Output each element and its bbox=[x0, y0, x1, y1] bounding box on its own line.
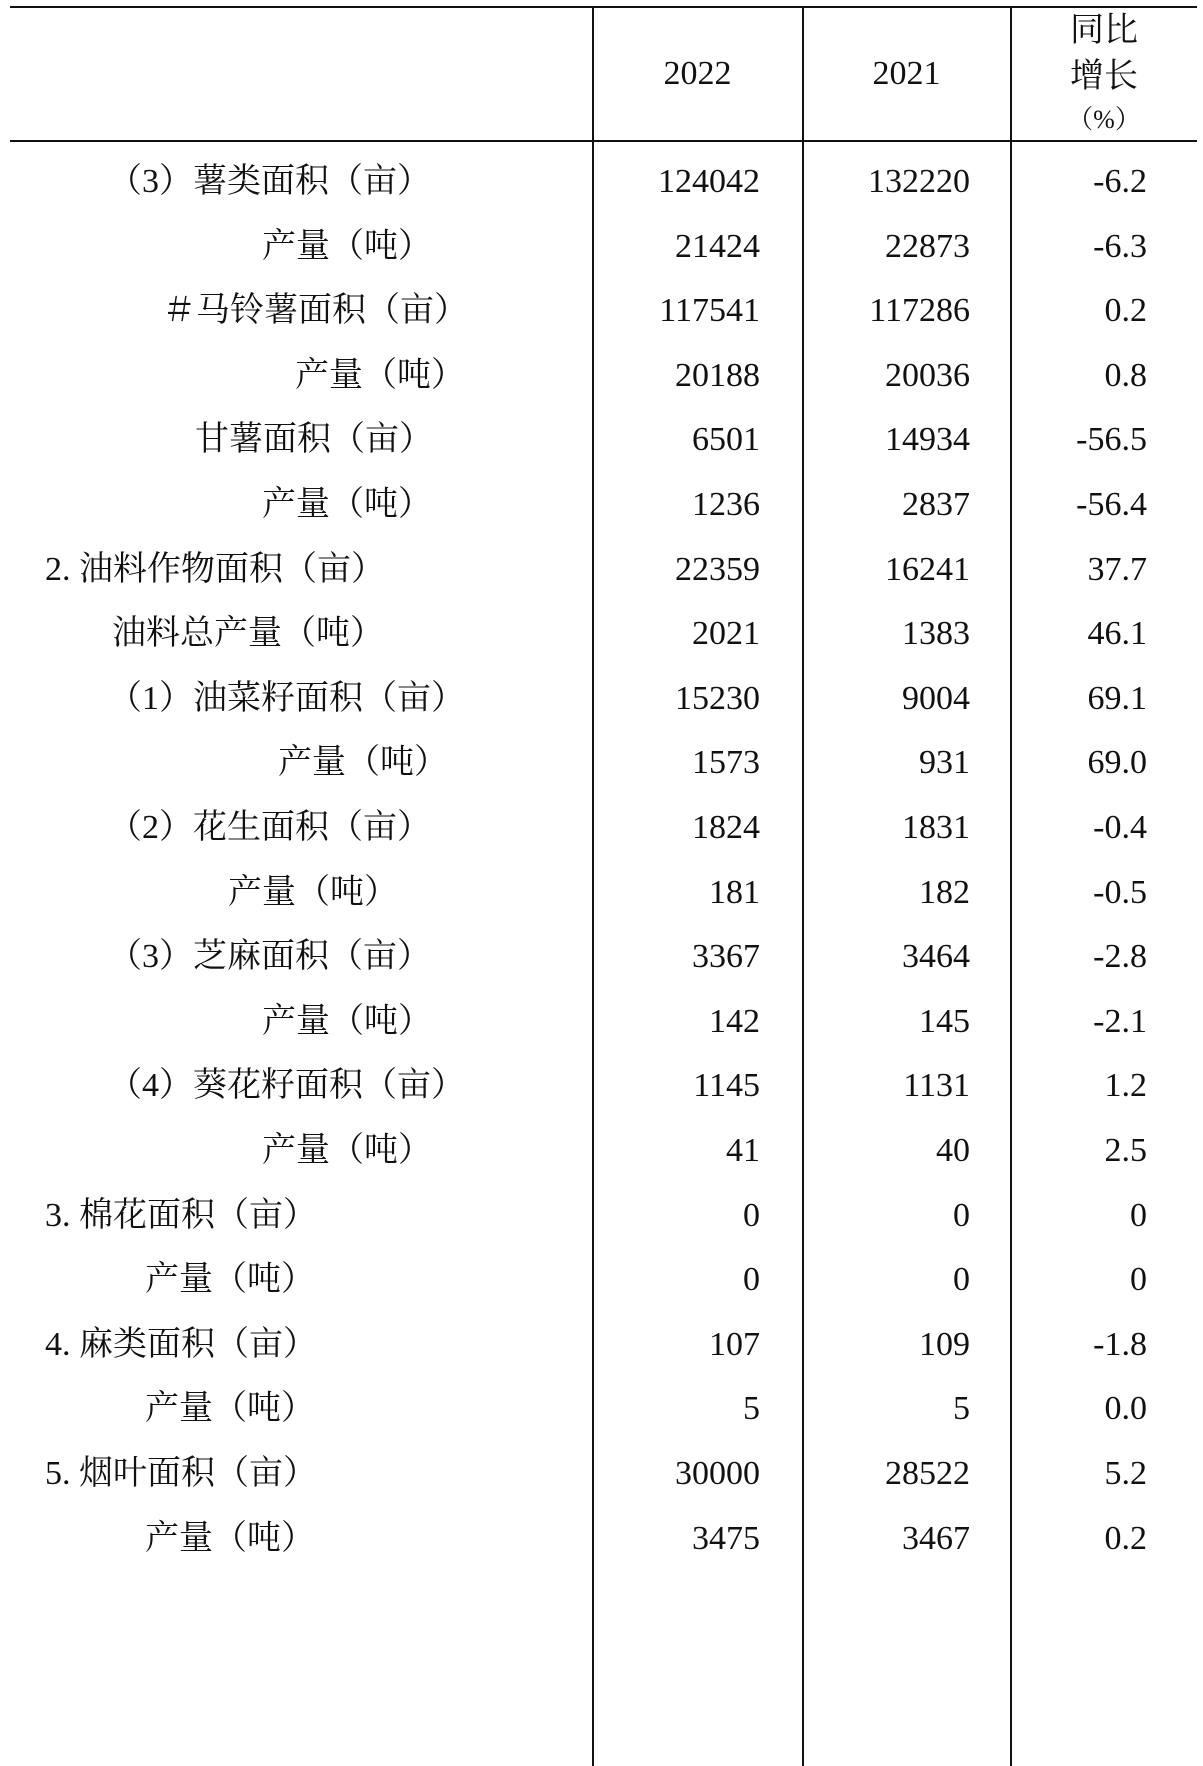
value-yoy-growth: -0.5 bbox=[1093, 873, 1147, 911]
value-2022: 124042 bbox=[658, 163, 760, 200]
value-yoy-growth: 0 bbox=[1130, 1261, 1147, 1299]
value-2021: 0 bbox=[953, 1196, 970, 1234]
value-2021: 2837 bbox=[902, 486, 970, 523]
row-label: 产量（吨） bbox=[262, 1002, 432, 1040]
table-row bbox=[10, 1309, 1197, 1381]
value-yoy-growth: 5.2 bbox=[1104, 1455, 1147, 1492]
table-row bbox=[10, 598, 1197, 670]
row-label: 4. 麻类面积（亩） bbox=[45, 1325, 317, 1363]
table-row bbox=[10, 404, 1197, 476]
value-yoy-growth: 0 bbox=[1130, 1196, 1147, 1234]
value-2022: 1236 bbox=[692, 486, 760, 523]
value-2021: 145 bbox=[919, 1002, 970, 1040]
row-label: 油料总产量（吨） bbox=[112, 615, 384, 653]
value-2022: 20188 bbox=[675, 356, 760, 394]
header-2022-label: 2022 bbox=[663, 55, 732, 92]
row-label: 产量（吨） bbox=[145, 1519, 315, 1557]
table-row bbox=[10, 1115, 1197, 1187]
row-label: 产量（吨） bbox=[145, 1261, 315, 1299]
value-2022: 30000 bbox=[675, 1455, 760, 1492]
value-2022: 107 bbox=[709, 1325, 760, 1363]
table-row bbox=[10, 1050, 1197, 1122]
row-label: ＃马铃薯面积（亩） bbox=[162, 292, 468, 330]
value-2022: 22359 bbox=[675, 550, 760, 588]
value-yoy-growth: 0.8 bbox=[1104, 356, 1147, 394]
table-row bbox=[10, 986, 1197, 1058]
value-2022: 15230 bbox=[675, 679, 760, 717]
row-label: 3. 棉花面积（亩） bbox=[45, 1196, 317, 1234]
value-2022: 142 bbox=[709, 1002, 760, 1040]
value-2022: 6501 bbox=[692, 421, 760, 459]
table-row bbox=[10, 469, 1197, 541]
row-label: 甘薯面积（亩） bbox=[195, 421, 433, 459]
header-2021-label: 2021 bbox=[872, 55, 941, 92]
row-label: 产量（吨） bbox=[295, 356, 465, 394]
header-2022 bbox=[593, 8, 802, 140]
row-label: 产量（吨） bbox=[262, 486, 432, 523]
value-2021: 117286 bbox=[869, 292, 970, 330]
value-2022: 181 bbox=[709, 873, 760, 911]
value-2022: 3475 bbox=[692, 1519, 760, 1557]
value-2021: 9004 bbox=[902, 679, 970, 717]
header-2021 bbox=[803, 8, 1010, 140]
table-row bbox=[10, 1244, 1197, 1316]
table-row bbox=[10, 275, 1197, 347]
table-row bbox=[10, 857, 1197, 929]
value-2022: 3367 bbox=[692, 938, 760, 976]
value-yoy-growth: -0.4 bbox=[1093, 809, 1147, 846]
row-label: （4）葵花籽面积（亩） bbox=[108, 1067, 465, 1105]
value-2021: 1383 bbox=[902, 615, 970, 653]
value-yoy-growth: 69.1 bbox=[1087, 679, 1147, 717]
value-2021: 0 bbox=[953, 1261, 970, 1299]
row-label: 2. 油料作物面积（亩） bbox=[45, 550, 385, 588]
value-2021: 3467 bbox=[902, 1519, 970, 1557]
value-2022: 117541 bbox=[659, 292, 760, 330]
table-row bbox=[10, 340, 1197, 412]
value-2021: 22873 bbox=[885, 227, 970, 265]
header-bottom-rule bbox=[10, 140, 1197, 142]
table-row bbox=[10, 1438, 1197, 1510]
value-2021: 132220 bbox=[868, 163, 970, 200]
value-yoy-growth: 1.2 bbox=[1104, 1067, 1147, 1105]
value-2021: 1831 bbox=[902, 809, 970, 846]
value-2022: 5 bbox=[743, 1390, 760, 1428]
value-yoy-growth: -6.3 bbox=[1093, 227, 1147, 265]
row-label: 产量（吨） bbox=[262, 227, 432, 265]
row-label: （3）薯类面积（亩） bbox=[108, 163, 431, 200]
value-yoy-growth: -56.5 bbox=[1076, 421, 1147, 459]
value-yoy-growth: -2.1 bbox=[1093, 1002, 1147, 1040]
value-2021: 182 bbox=[919, 873, 970, 911]
header-yoy-line1: 同比 bbox=[1070, 12, 1138, 49]
value-yoy-growth: -56.4 bbox=[1076, 486, 1147, 523]
value-2022: 2021 bbox=[692, 615, 760, 653]
value-2022: 1824 bbox=[692, 809, 760, 846]
row-label: 产量（吨） bbox=[262, 1132, 432, 1169]
value-2021: 28522 bbox=[885, 1455, 970, 1492]
header-yoy-unit: （%） bbox=[1067, 105, 1141, 134]
value-yoy-growth: 2.5 bbox=[1104, 1132, 1147, 1169]
row-label: （3）芝麻面积（亩） bbox=[108, 938, 431, 976]
value-yoy-growth: -1.8 bbox=[1093, 1325, 1147, 1363]
value-yoy-growth: 69.0 bbox=[1087, 744, 1147, 782]
table-row bbox=[10, 921, 1197, 993]
value-yoy-growth: 0.2 bbox=[1104, 1519, 1147, 1557]
value-2022: 0 bbox=[743, 1196, 760, 1234]
row-label: 产量（吨） bbox=[278, 744, 448, 782]
value-2022: 1145 bbox=[693, 1067, 760, 1105]
value-yoy-growth: 46.1 bbox=[1087, 615, 1147, 653]
value-2021: 20036 bbox=[885, 356, 970, 394]
header-yoy-growth bbox=[1011, 8, 1197, 140]
row-label: 产量（吨） bbox=[145, 1390, 315, 1428]
table-row bbox=[10, 1180, 1197, 1252]
value-2022: 41 bbox=[726, 1132, 760, 1169]
table-row bbox=[10, 792, 1197, 864]
row-label: （1）油菜籽面积（亩） bbox=[108, 679, 465, 717]
value-2022: 0 bbox=[743, 1261, 760, 1299]
table-row bbox=[10, 1373, 1197, 1445]
value-yoy-growth: 37.7 bbox=[1087, 550, 1147, 588]
value-2021: 931 bbox=[919, 744, 970, 782]
value-yoy-growth: 0.0 bbox=[1104, 1390, 1147, 1428]
value-2021: 16241 bbox=[885, 550, 970, 588]
row-label: 5. 烟叶面积（亩） bbox=[45, 1455, 317, 1492]
statistics-table bbox=[10, 6, 1197, 1766]
row-label: （2）花生面积（亩） bbox=[108, 809, 431, 846]
row-label: 产量（吨） bbox=[228, 873, 398, 911]
value-yoy-growth: 0.2 bbox=[1104, 292, 1147, 330]
table-row bbox=[10, 727, 1197, 799]
value-2021: 3464 bbox=[902, 938, 970, 976]
table-row bbox=[10, 663, 1197, 735]
value-yoy-growth: -6.2 bbox=[1093, 163, 1147, 200]
value-yoy-growth: -2.8 bbox=[1093, 938, 1147, 976]
value-2022: 21424 bbox=[675, 227, 760, 265]
value-2021: 1131 bbox=[903, 1067, 970, 1105]
table-row bbox=[10, 1503, 1197, 1575]
value-2022: 1573 bbox=[692, 744, 760, 782]
table-row bbox=[10, 534, 1197, 606]
table-row bbox=[10, 146, 1197, 218]
value-2021: 40 bbox=[936, 1132, 970, 1169]
table-row bbox=[10, 211, 1197, 283]
value-2021: 109 bbox=[919, 1325, 970, 1363]
value-2021: 5 bbox=[953, 1390, 970, 1428]
value-2021: 14934 bbox=[885, 421, 970, 459]
header-yoy-line2: 增长 bbox=[1070, 58, 1138, 95]
